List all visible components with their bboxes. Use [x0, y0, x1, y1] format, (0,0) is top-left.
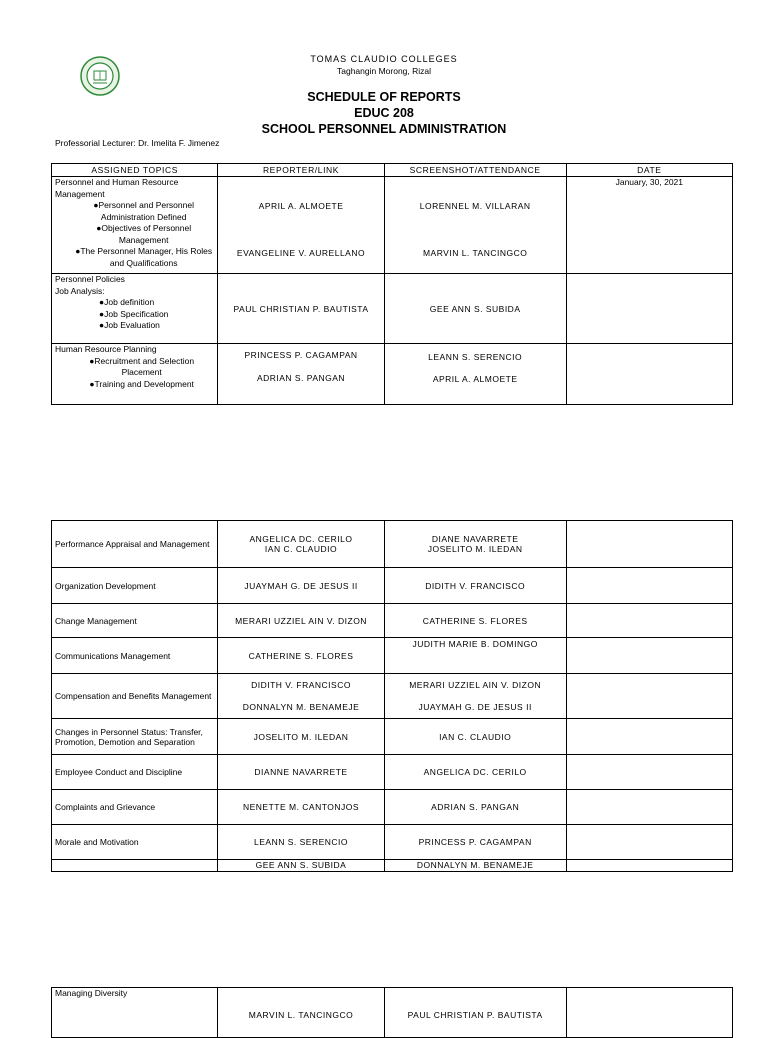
attendance-cell: [384, 177, 566, 274]
attendance-cell: JUDITH MARIE B. DOMINGO: [384, 638, 566, 674]
reporter-cell: LEANN S. SERENCIO: [218, 825, 384, 860]
table-row: [52, 344, 733, 405]
topic-cell: [52, 860, 218, 872]
topic-text: Personnel and Human Resource Management: [55, 177, 179, 199]
reporter-cell: JOSELITO M. ILEDAN: [218, 719, 384, 755]
reporter-cell: GEE ANN S. SUBIDA: [218, 860, 384, 872]
date-cell: [566, 790, 732, 825]
reporter-name: ADRIAN S. PANGAN: [256, 373, 346, 383]
table-row: [52, 638, 733, 674]
topic-cell: Employee Conduct and Discipline: [52, 755, 218, 790]
date-cell: January, 30, 2021: [566, 177, 732, 274]
topic-cell: Morale and Motivation: [52, 825, 218, 860]
document-title: [0, 89, 768, 137]
topic-text: Personnel Policies: [55, 274, 125, 284]
table-row: [52, 274, 733, 344]
topic-text: Human Resource Planning: [55, 344, 157, 354]
table-row: [52, 177, 733, 274]
attendance-cell: GEE ANN S. SUBIDA: [384, 274, 566, 344]
schedule-table-1: [51, 163, 733, 405]
table-row: [52, 674, 733, 719]
attendance-cell: [384, 521, 566, 568]
topic-bullet: ●Objectives of Personnel Management: [96, 223, 192, 245]
table-header-row: [52, 164, 733, 177]
attendance-name: APRIL A. ALMOETE: [432, 374, 518, 384]
title-line-3: SCHOOL PERSONNEL ADMINISTRATION: [261, 122, 507, 136]
title-line-2: EDUC 208: [354, 106, 414, 120]
table-row: [52, 988, 733, 1038]
table-row: [52, 860, 733, 872]
date-cell: [566, 755, 732, 790]
topic-cell: Complaints and Grievance: [52, 790, 218, 825]
topic-bullet: ●Job definition: [99, 297, 155, 307]
topic-cell: Communications Management: [52, 638, 218, 674]
attendance-name: LORENNEL M. VILLARAN: [419, 200, 531, 211]
topic-cell: Organization Development: [52, 568, 218, 604]
topic-bullet: ●Personnel and Personnel Administration Defined: [93, 200, 194, 222]
topic-cell: Managing Diversity: [52, 988, 218, 1038]
topic-cell: Change Management: [52, 604, 218, 638]
attendance-cell: PAUL CHRISTIAN P. BAUTISTA: [384, 988, 566, 1038]
table-row: [52, 825, 733, 860]
reporter-cell: CATHERINE S. FLORES: [218, 638, 384, 674]
attendance-name: LEANN S. SERENCIO: [428, 352, 523, 362]
college-name: TOMAS CLAUDIO COLLEGES: [310, 54, 458, 64]
reporter-cell: NENETTE M. CANTONJOS: [218, 790, 384, 825]
header-assigned-topics: ASSIGNED TOPICS: [52, 164, 218, 177]
title-line-1: SCHEDULE OF REPORTS: [307, 90, 461, 104]
reporter-name: DIDITH V. FRANCISCO: [251, 680, 351, 690]
reporter-cell: DIANNE NAVARRETE: [218, 755, 384, 790]
attendance-cell: DONNALYN M. BENAMEJE: [384, 860, 566, 872]
attendance-name: MERARI UZZIEL AIN V. DIZON: [409, 680, 542, 690]
topic-text: Job Analysis:: [55, 285, 105, 296]
table-row: [52, 790, 733, 825]
schedule-table-2: [51, 520, 733, 872]
topic-bullet: ●Job Specification: [99, 308, 169, 319]
topic-cell: [52, 177, 218, 274]
table-row: [52, 521, 733, 568]
date-cell: [566, 860, 732, 872]
topic-cell: [52, 274, 218, 344]
topic-bullet: ●The Personnel Manager, His Roles and Qualifications: [75, 246, 213, 268]
topic-cell: Changes in Personnel Status: Transfer, Promotion, Demotion and Separation: [52, 719, 218, 755]
topic-bullet: ●Job Evaluation: [99, 320, 160, 330]
attendance-name: JUAYMAH G. DE JESUS II: [418, 702, 532, 712]
table-row: [52, 755, 733, 790]
attendance-cell: DIDITH V. FRANCISCO: [384, 568, 566, 604]
attendance-cell: ADRIAN S. PANGAN: [384, 790, 566, 825]
reporter-cell: JUAYMAH G. DE JESUS II: [218, 568, 384, 604]
reporter-name: APRIL A. ALMOETE: [258, 200, 344, 211]
date-cell: [566, 604, 732, 638]
lecturer-name: Professorial Lecturer: Dr. Imelita F. Jimenez: [55, 138, 220, 148]
attendance-cell: PRINCESS P. CAGAMPAN: [384, 825, 566, 860]
date-cell: [566, 568, 732, 604]
reporter-cell: MERARI UZZIEL AIN V. DIZON: [218, 604, 384, 638]
date-cell: [566, 674, 732, 719]
date-cell: [566, 521, 732, 568]
reporter-name: DONNALYN M. BENAMEJE: [242, 702, 360, 712]
date-cell: [566, 638, 732, 674]
topic-cell: [52, 344, 218, 405]
reporter-name: IAN C. CLAUDIO: [264, 544, 338, 554]
topic-cell: Compensation and Benefits Management: [52, 674, 218, 719]
topic-bullet: ●Training and Development: [89, 378, 194, 389]
reporter-name: PRINCESS P. CAGAMPAN: [244, 350, 358, 360]
attendance-name: MARVIN L. TANCINGCO: [422, 247, 528, 258]
reporter-cell: MARVIN L. TANCINGCO: [218, 988, 384, 1038]
schedule-table-3: [51, 987, 733, 1038]
date-cell: [566, 719, 732, 755]
header-reporter: REPORTER/LINK: [218, 164, 384, 177]
table-row: [52, 604, 733, 638]
reporter-name: ANGELICA DC. CERILO: [249, 534, 353, 544]
topic-cell: Performance Appraisal and Management: [52, 521, 218, 568]
attendance-name: JOSELITO M. ILEDAN: [427, 544, 523, 554]
header-screenshot: SCREENSHOT/ATTENDANCE: [384, 164, 566, 177]
attendance-name: DIANE NAVARRETE: [431, 534, 519, 544]
date-cell: [566, 274, 732, 344]
college-location: Taghangin Morong, Rizal: [336, 66, 432, 76]
reporter-cell: [218, 177, 384, 274]
reporter-cell: PAUL CHRISTIAN P. BAUTISTA: [218, 274, 384, 344]
attendance-cell: [384, 344, 566, 405]
topic-bullet: ●Recruitment and Selection Placement: [89, 355, 195, 377]
reporter-cell: [218, 521, 384, 568]
attendance-cell: ANGELICA DC. CERILO: [384, 755, 566, 790]
header-date: DATE: [566, 164, 732, 177]
reporter-cell: [218, 674, 384, 719]
table-row: [52, 719, 733, 755]
reporter-cell: [218, 344, 384, 405]
date-cell: [566, 344, 732, 405]
attendance-cell: IAN C. CLAUDIO: [384, 719, 566, 755]
attendance-cell: CATHERINE S. FLORES: [384, 604, 566, 638]
reporter-name: EVANGELINE V. AURELLANO: [236, 247, 366, 258]
attendance-cell: [384, 674, 566, 719]
date-cell: [566, 825, 732, 860]
date-cell: [566, 988, 732, 1038]
table-row: [52, 568, 733, 604]
